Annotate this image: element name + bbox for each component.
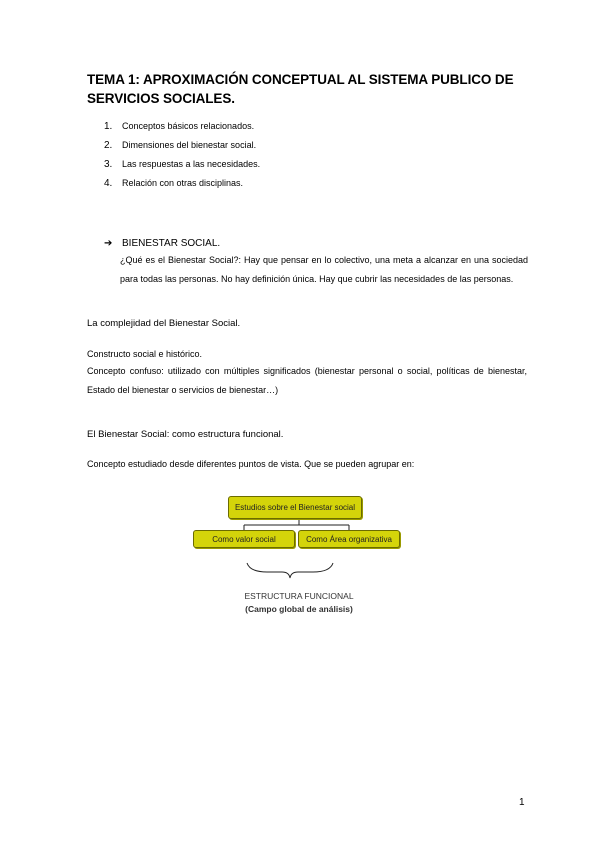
diagram-box-left: Como valor social (193, 530, 295, 548)
complejidad-heading: La complejidad del Bienestar Social. (87, 318, 241, 329)
diagram-box-top: Estudios sobre el Bienestar social (228, 496, 362, 519)
toc-item (104, 157, 260, 176)
bienestar-heading: BIENESTAR SOCIAL. (122, 238, 221, 249)
bienestar-section (104, 237, 528, 289)
estructura-heading: El Bienestar Social: como estructura funcional. (87, 429, 284, 440)
toc-item (104, 119, 260, 138)
table-of-contents (104, 119, 260, 195)
toc-item (104, 138, 260, 157)
constructo-text: Constructo social e histórico. (87, 349, 203, 359)
diagram-box-right: Como Área organizativa (298, 530, 400, 548)
diagram-caption-main: ESTRUCTURA FUNCIONAL (244, 591, 354, 601)
bienestar-heading-line (104, 237, 528, 251)
toc-number: 1. (104, 121, 113, 132)
diagram-caption-sub: (Campo global de análisis) (245, 604, 353, 614)
toc-label: Dimensiones del bienestar social. (122, 140, 257, 150)
page-title: TEMA 1: APROXIMACIÓN CONCEPTUAL AL SISTEMA PUBLICO DE SERVICIOS SOCIALES. (87, 72, 514, 106)
toc-label: Las respuestas a las necesidades. (122, 159, 261, 169)
arrow-icon: ➔ (104, 238, 113, 249)
toc-item (104, 176, 260, 195)
page-number: 1 (519, 797, 525, 808)
toc-number: 3. (104, 159, 113, 170)
toc-label: Relación con otras disciplinas. (122, 178, 244, 188)
toc-label: Conceptos básicos relacionados. (122, 121, 255, 131)
bienestar-body: ¿Qué es el Bienestar Social?: Hay que pensar en lo colectivo, una meta a alcanzar en una sociedad para todas las personas. No hay definición única. Hay que cubrir las necesidades de las personas. (120, 255, 528, 284)
bienestar-diagram (192, 494, 406, 624)
toc-number: 4. (104, 178, 113, 189)
estudiado-text: Concepto estudiado desde diferentes puntos de vista. Que se pueden agrupar en: (87, 459, 415, 469)
toc-number: 2. (104, 140, 113, 151)
confuso-text: Concepto confuso: utilizado con múltiples significados (bienestar personal o social, políticas de bienestar, Estado del bienestar o servicios de bienestar…) (87, 366, 527, 395)
